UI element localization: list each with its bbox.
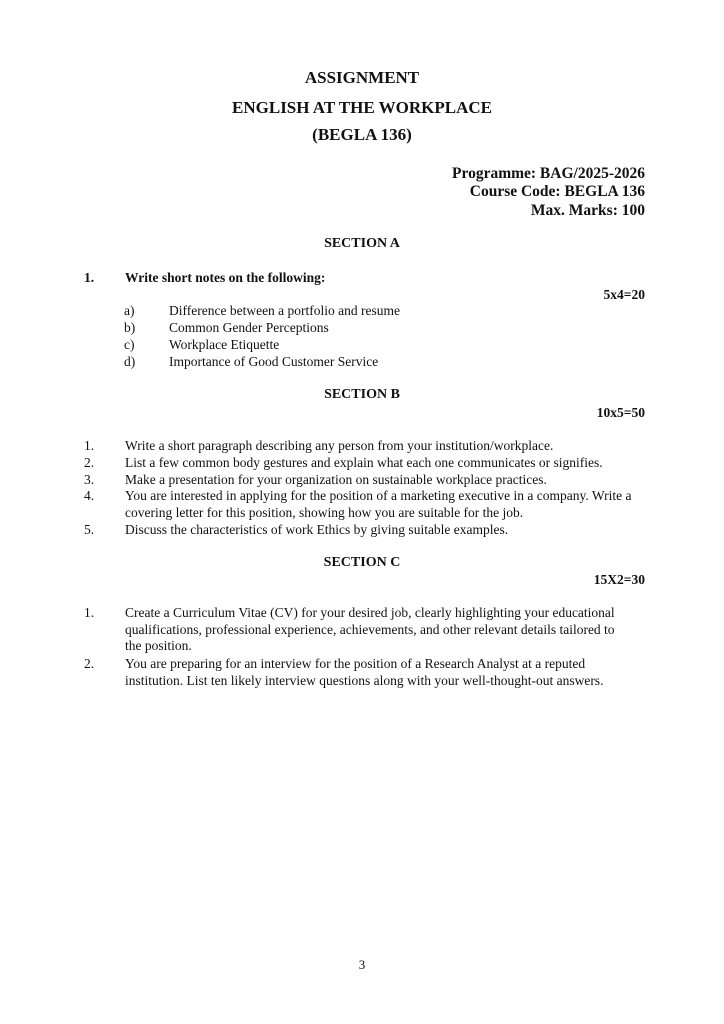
question-text: Write a short paragraph describing any person from your institution/workplace. — [125, 438, 554, 453]
programme-line: Programme: BAG/2025-2026 — [452, 165, 645, 182]
course-subject: ENGLISH AT THE WORKPLACE — [232, 98, 492, 117]
question-text: You are interested in applying for the position of a marketing executive in a company. Write a covering letter for this position, showing how you are suitable for the job. — [125, 488, 632, 520]
section-a-heading: SECTION A — [324, 236, 400, 251]
section-c-heading: SECTION C — [323, 555, 401, 570]
question-number: 3. — [84, 472, 95, 487]
question-number: 4. — [84, 488, 95, 503]
sub-item-text: Common Gender Perceptions — [169, 320, 329, 335]
course-code-heading: (BEGLA 136) — [312, 125, 412, 144]
section-a-question: Write short notes on the following: — [125, 270, 326, 285]
course-code-line: Course Code: BEGLA 136 — [469, 183, 645, 200]
max-marks-line: Max. Marks: 100 — [530, 202, 645, 219]
question-number: 5. — [84, 522, 95, 537]
sub-item-label: a) — [124, 303, 135, 318]
document-title: ASSIGNMENT — [304, 68, 420, 87]
question-number: 2. — [84, 656, 95, 671]
page-number: 3 — [358, 957, 366, 972]
sub-item-label: c) — [124, 337, 135, 352]
sub-item-label: b) — [124, 320, 136, 335]
question-text: Create a Curriculum Vitae (CV) for your desired job, clearly highlighting your educational qualifications, professional experience, achievements, and other relevant details tailored to the position. — [125, 605, 615, 653]
question-text: List a few common body gestures and explain what each one communicates or signifies. — [125, 455, 603, 470]
question-text: Discuss the characteristics of work Ethics by giving suitable examples. — [125, 522, 509, 537]
question-number: 2. — [84, 455, 95, 470]
section-a-question-number: 1. — [84, 270, 95, 285]
sub-item-text: Difference between a portfolio and resume — [169, 303, 401, 318]
question-number: 1. — [84, 605, 95, 620]
question-number: 1. — [84, 438, 95, 453]
section-a-marks: 5x4=20 — [603, 287, 645, 302]
section-b-marks: 10x5=50 — [596, 405, 645, 420]
question-text: Make a presentation for your organization on sustainable workplace practices. — [125, 472, 547, 487]
sub-item-label: d) — [124, 354, 136, 369]
sub-item-text: Workplace Etiquette — [169, 337, 280, 352]
section-b-heading: SECTION B — [324, 387, 400, 402]
sub-item-text: Importance of Good Customer Service — [169, 354, 379, 369]
question-text: You are preparing for an interview for the position of a Research Analyst at a reputed institution. List ten likely interview questions along with your well-thought-out answers. — [125, 656, 604, 688]
section-c-marks: 15X2=30 — [593, 572, 645, 587]
